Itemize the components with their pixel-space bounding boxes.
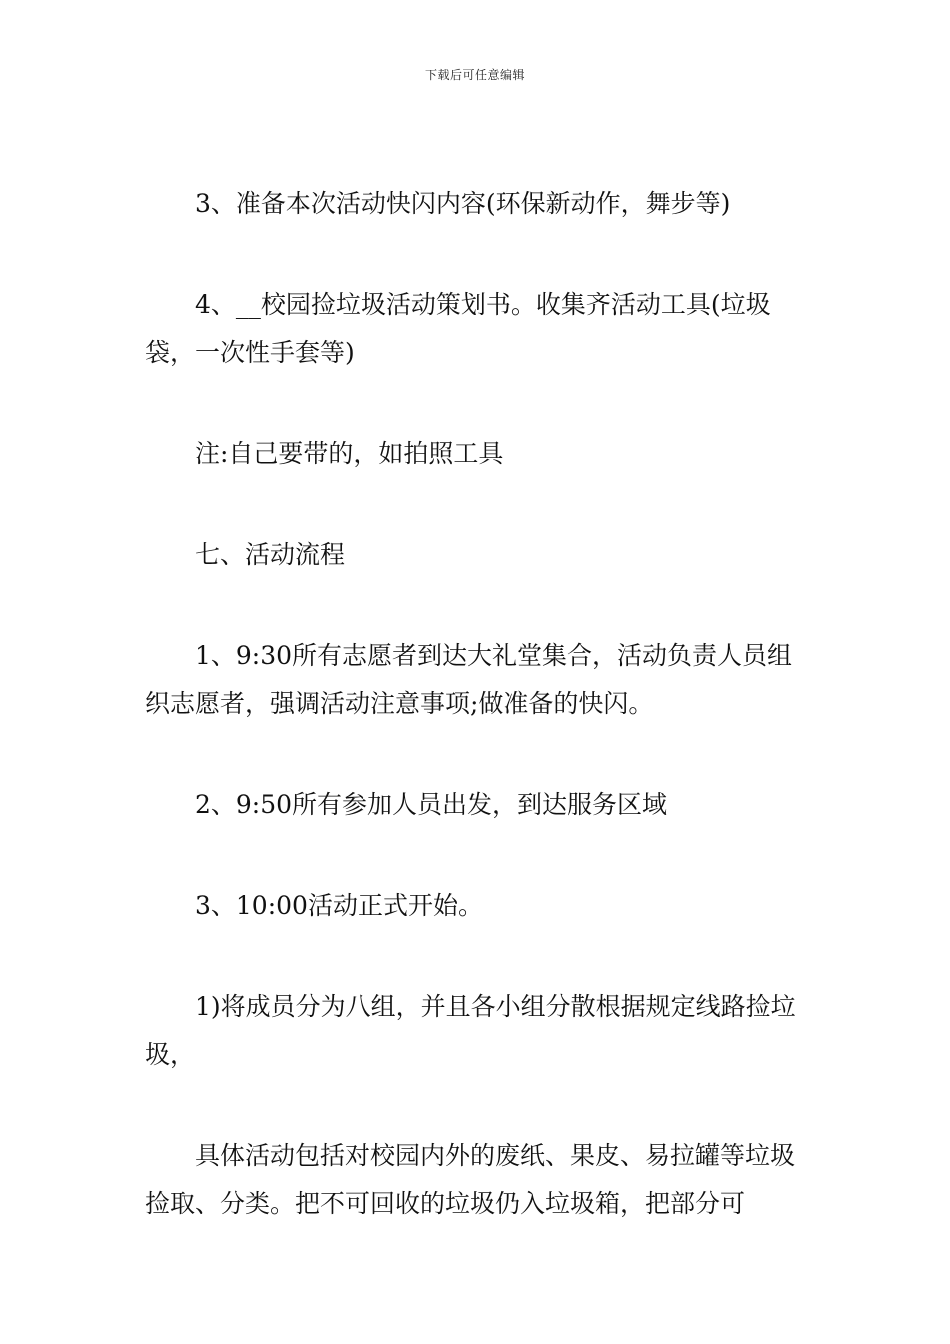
paragraph-group-division: 1)将成员分为八组，并且各小组分散根据规定线路捡垃圾， — [145, 992, 796, 1069]
paragraph-step-start: 3、10:00活动正式开始。 — [195, 891, 483, 920]
document-body — [145, 180, 809, 1281]
paragraph-step-gather: 1、9:30所有志愿者到达大礼堂集合，活动负责人员组织志愿者，强调活动注意事项;做准备的快闪。 — [145, 641, 793, 718]
section-heading-process: 七、活动流程 — [195, 540, 346, 569]
paragraph-note: 注:自己要带的，如拍照工具 — [195, 439, 504, 468]
paragraph-activity-details: 具体活动包括对校园内外的废纸、果皮、易拉罐等垃圾捡取、分类。把不可回收的垃圾仍入垃圾箱，把部分可 — [145, 1141, 796, 1218]
paragraph-collect-tools: 4、__校园捡垃圾活动策划书。收集齐活动工具(垃圾袋，一次性手套等) — [145, 290, 771, 367]
page-header-note: 下载后可任意编辑 — [424, 68, 525, 82]
paragraph-step-depart: 2、9:50所有参加人员出发，到达服务区域 — [195, 790, 668, 819]
paragraph-prep-flashmob: 3、准备本次活动快闪内容(环保新动作，舞步等) — [195, 189, 731, 218]
